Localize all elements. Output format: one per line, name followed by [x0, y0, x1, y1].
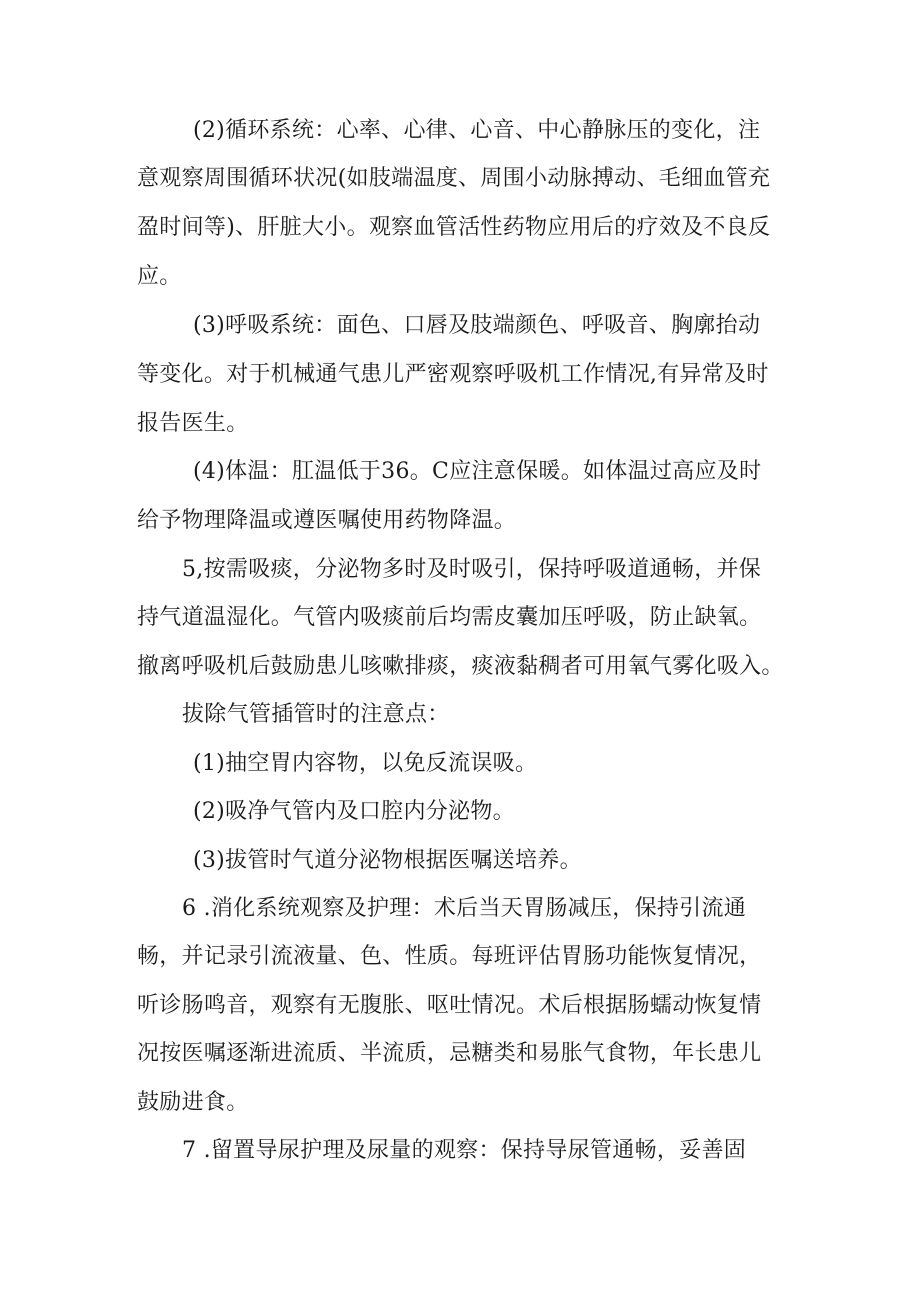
- paragraph-respiratory-line-3: 报告医生。: [137, 411, 249, 436]
- paragraph-digestive-line-5: 鼓励进食。: [137, 1090, 249, 1115]
- paragraph-digestive-line-3: 听诊肠鸣音，观察有无腹胀、呕吐情况。术后根据肠蠕动恢复情: [137, 993, 762, 1018]
- paragraph-digestive-line-2: 畅，并记录引流液量、色、性质。每班评估胃肠功能恢复情况，: [137, 944, 762, 969]
- paragraph-circulation-line-4: 应。: [137, 264, 182, 289]
- paragraph-digestive-line-1: 6 .消化系统观察及护理：术后当天胃肠减压，保持引流通: [182, 896, 747, 921]
- paragraph-temperature-line-1: (4)体温：肛温低于36。C应注意保暖。如体温过高应及时: [193, 459, 762, 484]
- paragraph-digestive-line-4: 况按医嘱逐渐进流质、半流质，忌糖类和易胀气食物，年长患儿: [137, 1041, 762, 1066]
- paragraph-circulation-line-2: 意观察周围循环状况(如肢端温度、周围小动脉搏动、毛细血管充: [137, 166, 771, 191]
- paragraph-catheter-line-1: 7 .留置导尿护理及尿量的观察：保持导尿管通畅，妥善固: [182, 1138, 747, 1163]
- paragraph-suction-line-3: 撤离呼吸机后鼓励患儿咳嗽排痰，痰液黏稠者可用氧气雾化吸入。: [137, 654, 784, 679]
- extubation-item-2: (2)吸净气管内及口腔内分泌物。: [193, 799, 515, 824]
- extubation-item-1: (1)抽空胃内容物，以免反流误吸。: [193, 751, 538, 776]
- paragraph-respiratory-line-1: (3)呼吸系统：面色、口唇及肢端颜色、呼吸音、胸廓抬动: [193, 313, 761, 338]
- paragraph-circulation-line-1: (2)循环系统：心率、心律、心音、中心静脉压的变化，注: [193, 118, 761, 143]
- extubation-heading: 拔除气管插管时的注意点：: [182, 702, 450, 727]
- paragraph-respiratory-line-2: 等变化。对于机械通气患儿严密观察呼吸机工作情况,有异常及时: [137, 362, 769, 387]
- paragraph-suction-line-2: 持气道温湿化。气管内吸痰前后均需皮囊加压呼吸，防止缺氧。: [137, 605, 762, 630]
- paragraph-suction-line-1: 5,按需吸痰，分泌物多时及时吸引，保持呼吸道通畅，并保: [182, 557, 762, 582]
- paragraph-temperature-line-2: 给予物理降温或遵医嘱使用药物降温。: [137, 508, 517, 533]
- paragraph-circulation-line-3: 盈时间等)、肝脏大小。观察血管活性药物应用后的疗效及不良反: [137, 215, 771, 240]
- extubation-item-3: (3)拔管时气道分泌物根据医嘱送培养。: [193, 848, 582, 873]
